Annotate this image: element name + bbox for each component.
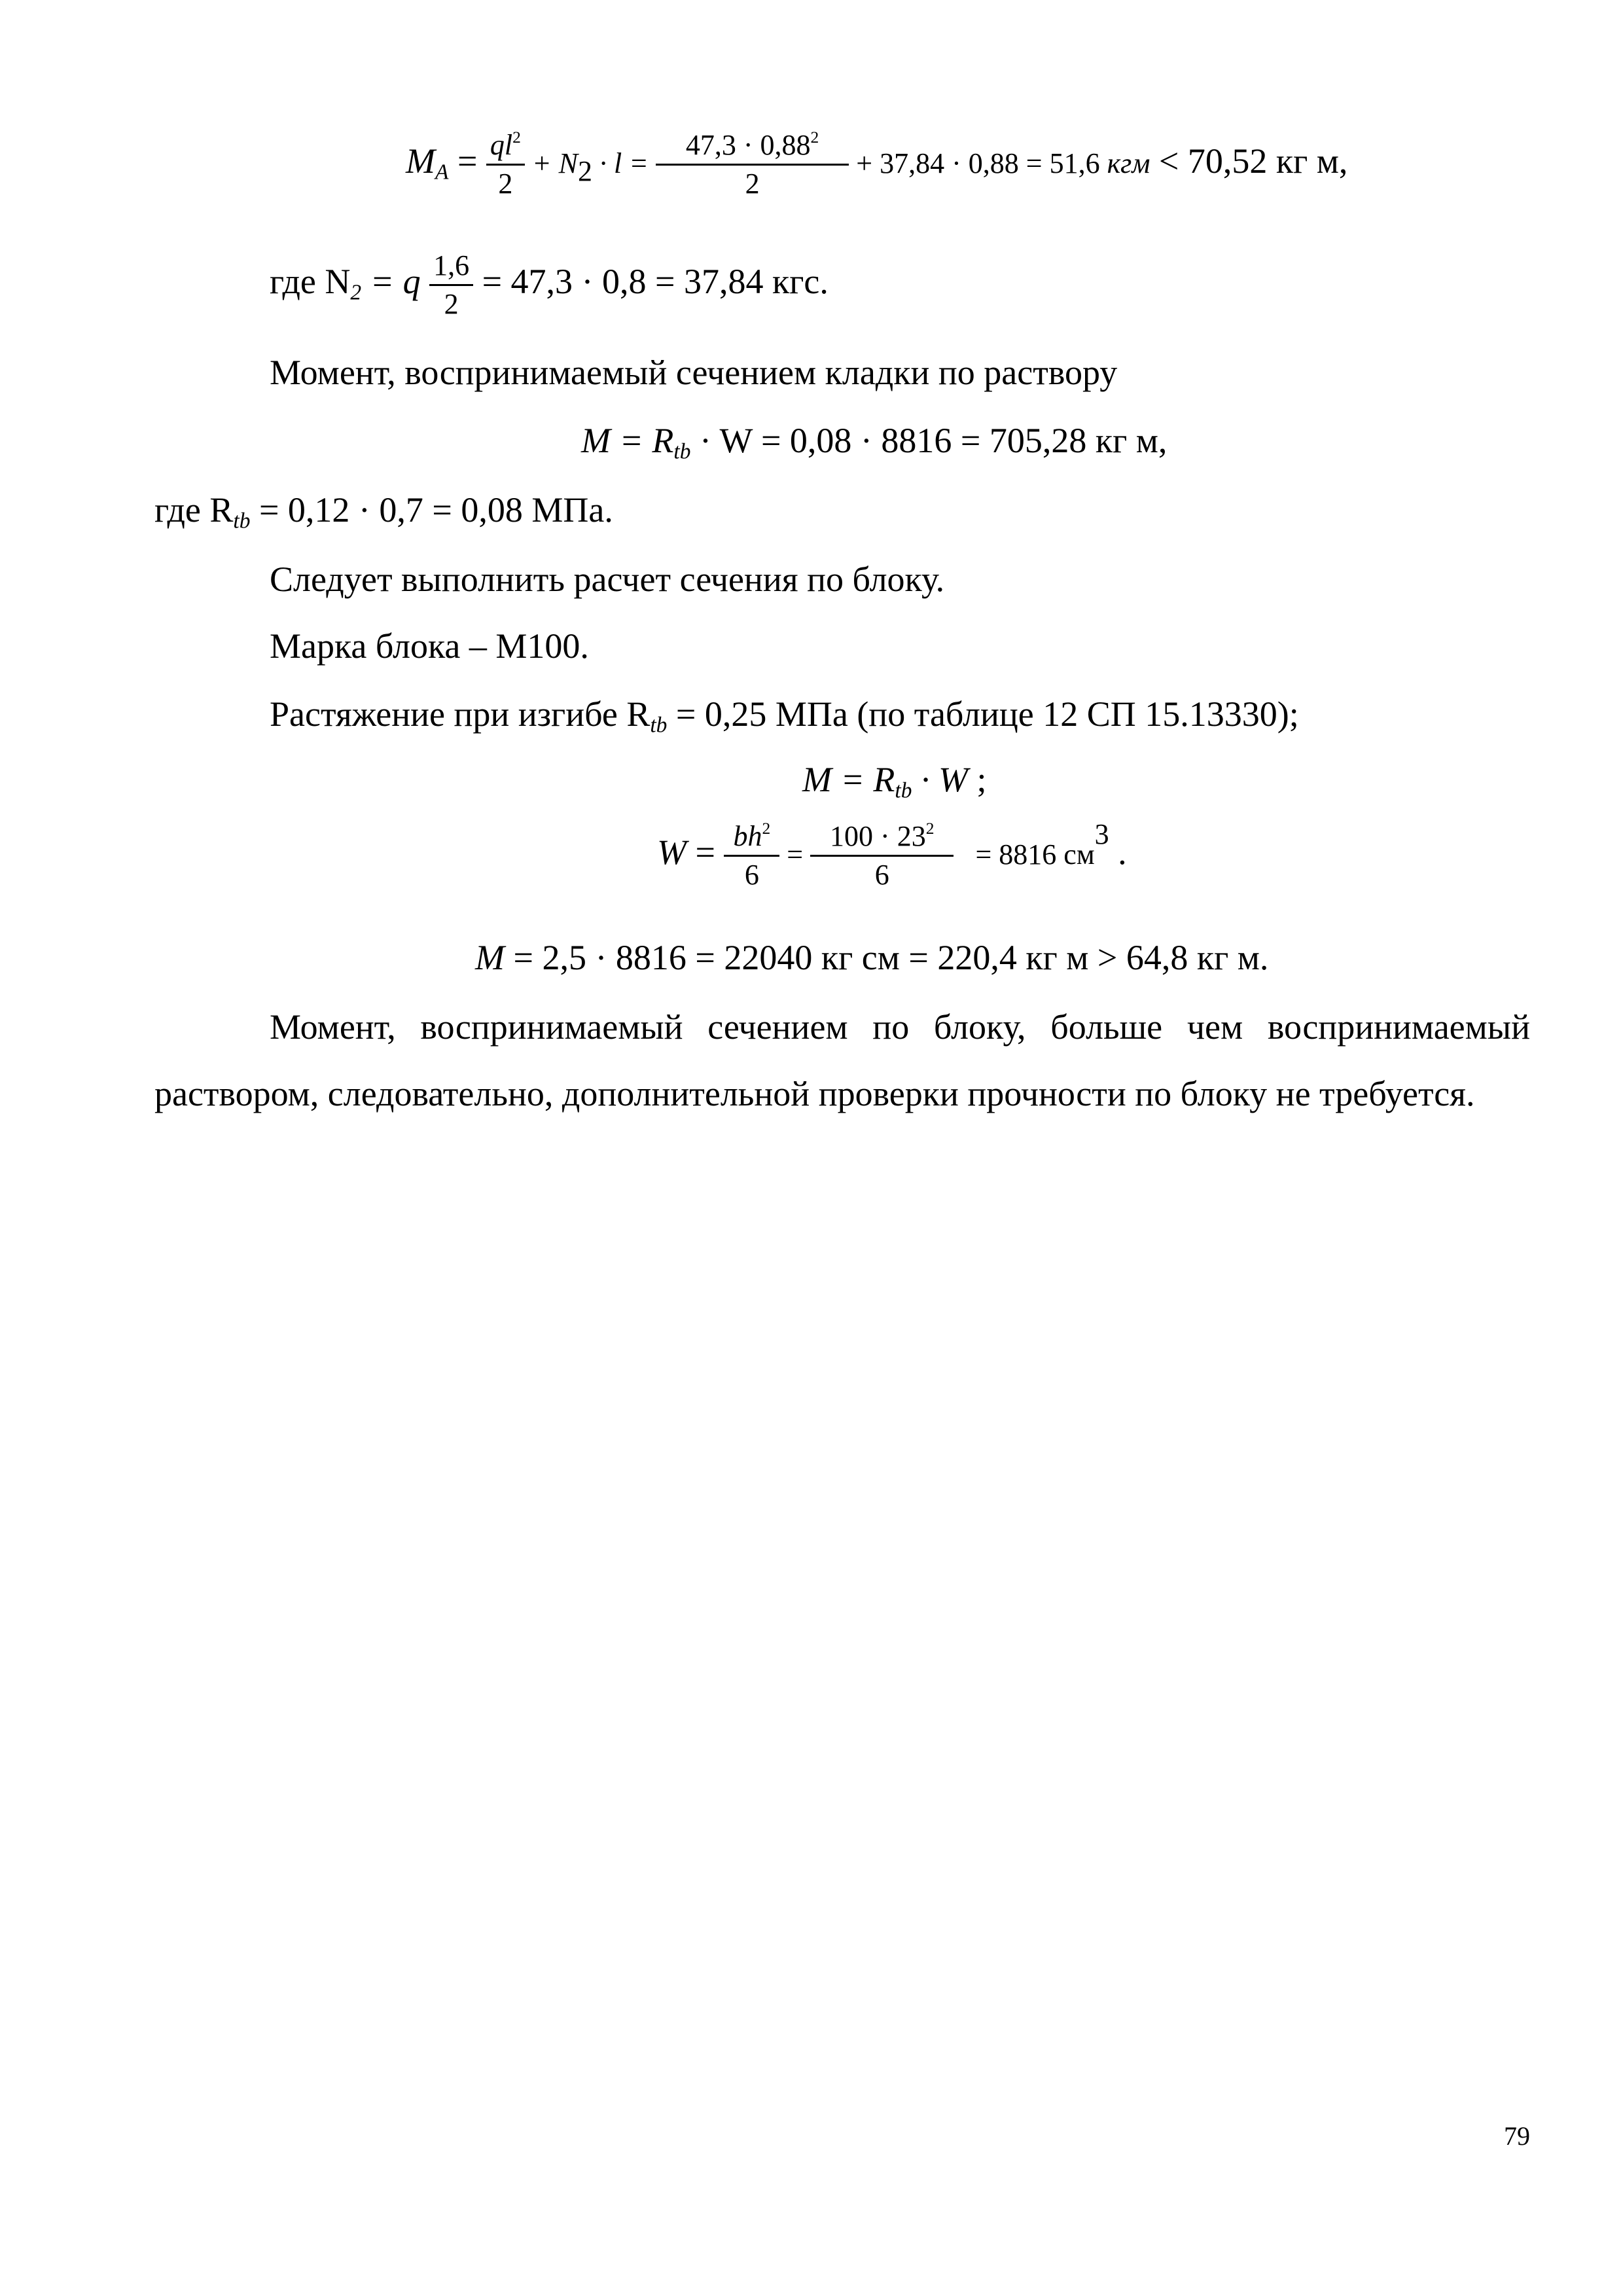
symbol-r: = R (610, 421, 674, 460)
tension-prefix: Растяжение при изгибе R (270, 694, 651, 734)
formula-w (657, 818, 1127, 891)
denominator: 2 (444, 288, 459, 320)
fraction-numeric (810, 819, 954, 891)
rtb-prefix: где R (154, 490, 234, 529)
n2-definition (270, 251, 829, 319)
formula-ma (406, 128, 1348, 200)
numerator: 47,3 · 0,88 (685, 129, 811, 161)
block-calc-text: Следует выполнить расчет сечения по блоку. (270, 560, 945, 599)
superscript: 2 (810, 128, 819, 147)
subscript-tb: tb (233, 509, 251, 533)
rtb-value: = 0,12 · 0,7 = 0,08 МПа. (250, 490, 613, 529)
numerator: ql (490, 129, 513, 161)
unit-kgm: кгм (1107, 147, 1150, 179)
tension-text (270, 696, 1299, 736)
denominator: 6 (744, 859, 759, 891)
n2-prefix: где N (270, 261, 351, 301)
equals-sign: = (448, 141, 486, 181)
symbol-m: M (475, 938, 505, 977)
conclusion-paragraph: Момент, воспринимаемый сечением по блоку, больше чем воспринимаемый раствором, следовательно, дополнительной проверки прочности по блоку не требуется. (154, 1007, 1530, 1113)
fraction-1-6-over-2 (429, 251, 473, 319)
formula-m-general (802, 762, 986, 802)
period: . (1109, 832, 1127, 872)
denominator: 2 (745, 168, 760, 200)
numerator: 100 · 23 (830, 820, 926, 852)
superscript: 2 (925, 819, 935, 838)
superscript: 2 (512, 128, 521, 147)
symbol-q: = q (361, 261, 421, 301)
symbol-w: W (657, 832, 687, 872)
formula-tail: + 37,84 · 0,88 = 51,6 (849, 147, 1107, 179)
term-n2: + N (524, 147, 578, 179)
page-number: 79 (1504, 2121, 1530, 2151)
n2-value: = 47,3 · 0,8 = 37,84 кгс. (473, 261, 829, 301)
symbol-m: M (581, 421, 611, 460)
equals-sign: = (779, 838, 811, 870)
moment-text: Момент, воспринимаемый сечением кладки по раствору (270, 353, 1118, 392)
fraction-ql2-over-2 (486, 128, 525, 200)
fraction-bh2-over-6 (724, 819, 779, 891)
w-value: = 8816 см (968, 838, 1095, 870)
subscript-a: A (435, 160, 449, 185)
symbol-m: M (406, 141, 435, 181)
superscript-3: 3 (1094, 818, 1109, 851)
denominator: 2 (498, 168, 513, 200)
formula-m-mortar (581, 423, 1167, 463)
numerator: 1,6 (429, 251, 473, 286)
symbol-m: M (802, 760, 832, 799)
subscript-2: 2 (577, 155, 592, 188)
fraction-numeric (656, 128, 849, 200)
formula-m-block (475, 940, 1268, 975)
formula-rest: = 2,5 · 8816 = 22040 кг см = 220,4 кг м > 64,8 кг м. (504, 938, 1269, 977)
denominator: 6 (874, 859, 889, 891)
symbol-r: = R (831, 760, 895, 799)
tension-value: = 0,25 МПа (по таблице 12 СП 15.13330); (667, 694, 1299, 734)
subscript-tb: tb (895, 778, 912, 803)
term-l: · l = (592, 147, 656, 179)
formula-rest: · W = 0,08 · 8816 = 705,28 кг м, (690, 421, 1168, 460)
symbol-w: · W (912, 760, 968, 799)
block-mark-text: Марка блока – М100. (270, 626, 589, 666)
equals-sign: = (686, 832, 724, 872)
numerator: bh (733, 820, 762, 852)
subscript-tb: tb (673, 439, 691, 464)
subscript-2: 2 (350, 280, 362, 305)
subscript-tb: tb (650, 713, 668, 738)
comparison: < 70,52 кг м, (1150, 141, 1348, 181)
superscript: 2 (762, 819, 771, 838)
rtb-definition (154, 492, 613, 532)
semicolon: ; (967, 760, 987, 799)
